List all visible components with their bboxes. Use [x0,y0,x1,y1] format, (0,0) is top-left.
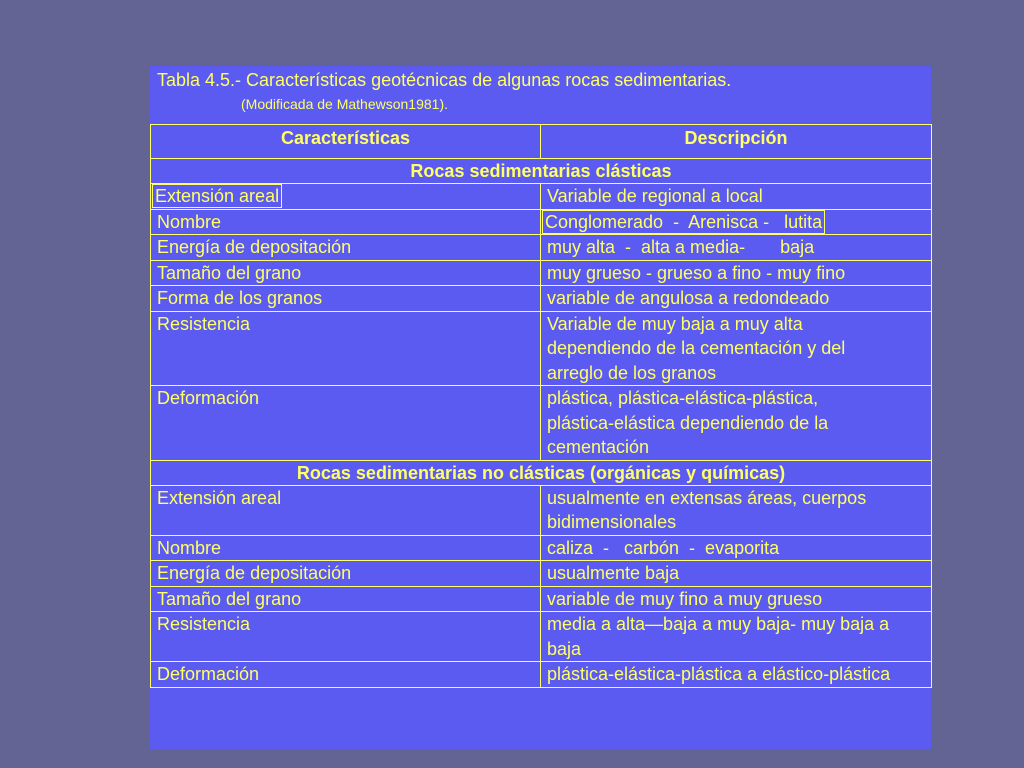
table-row [151,286,932,312]
row-value: caliza - carbón - evaporita [541,535,932,561]
row-label: Resistencia [151,311,541,386]
row-label: Nombre [151,209,541,235]
row-value-text: Conglomerado - Arenisca - lutita [542,210,825,234]
row-value: variable de angulosa a redondeado [541,286,932,312]
row-label: Deformación [151,386,541,461]
row-value [541,209,932,235]
row-value: usualmente en extensas áreas, cuerpos bidimensionales [541,485,932,535]
geotechnical-table [150,124,932,688]
row-value: Variable de regional a local [541,184,932,210]
table-row [151,184,932,210]
row-label: Resistencia [151,612,541,662]
table-row [151,311,932,386]
table-row [151,386,932,461]
table-row [151,485,932,535]
section-heading-no-clasticas: Rocas sedimentarias no clásticas (orgánicas y químicas) [151,460,932,485]
section-row [151,159,932,184]
row-label: Tamaño del grano [151,586,541,612]
table-row [151,535,932,561]
row-label: Extensión areal [151,485,541,535]
row-label: Tamaño del grano [151,260,541,286]
table-row [151,561,932,587]
header-descripcion: Descripción [541,125,932,159]
row-label [151,184,541,210]
table-row [151,586,932,612]
row-value: media a alta—baja a muy baja- muy baja a baja [541,612,932,662]
header-caracteristicas: Características [151,125,541,159]
row-value: usualmente baja [541,561,932,587]
row-value: plástica, plástica-elástica-plástica, plástica-elástica dependiendo de la cementación [541,386,932,461]
row-value: variable de muy fino a muy grueso [541,586,932,612]
table-row [151,235,932,261]
row-label: Nombre [151,535,541,561]
table-row [151,662,932,688]
row-value: muy alta - alta a media- baja [541,235,932,261]
header-row [151,125,932,159]
row-label: Forma de los granos [151,286,541,312]
row-value: muy grueso - grueso a fino - muy fino [541,260,932,286]
section-heading-clasticas: Rocas sedimentarias clásticas [151,159,932,184]
row-label: Energía de depositación [151,235,541,261]
row-value: Variable de muy baja a muy alta dependiendo de la cementación y del arreglo de los granos [541,311,932,386]
table-row [151,260,932,286]
table-source-note: (Modificada de Mathewson1981). [241,96,449,112]
row-value: plástica-elástica-plástica a elástico-plástica [541,662,932,688]
row-label: Deformación [151,662,541,688]
table-row [151,612,932,662]
row-label: Energía de depositación [151,561,541,587]
section-row [151,460,932,485]
table-title: Tabla 4.5.- Características geotécnicas de algunas rocas sedimentarias. [157,70,732,90]
row-label-text: Extensión areal [152,184,282,208]
table-row [151,209,932,235]
